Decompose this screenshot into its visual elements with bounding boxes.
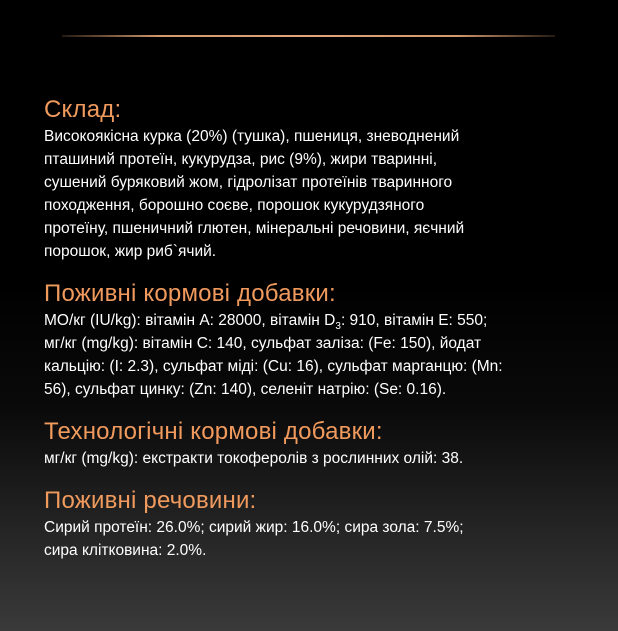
composition-heading: Склад: bbox=[44, 96, 122, 123]
nutritional-additives-line bbox=[44, 309, 574, 332]
nutritional-additives-section bbox=[44, 279, 574, 401]
nutrients-line: Сирий протеїн: 26.0%; сирий жир: 16.0%; сира зола: 7.5%; bbox=[44, 519, 464, 536]
nutritional-additives-line: кальцію: (I: 2.3), сульфат міді: (Cu: 16), сульфат марганцю: (Mn: bbox=[44, 358, 503, 375]
composition-text bbox=[44, 125, 574, 263]
nutrients-text bbox=[44, 516, 574, 562]
nutritional-additives-line: 56), сульфат цинку: (Zn: 140), селеніт натрію: (Se: 0.16). bbox=[44, 381, 447, 398]
ingredients-panel bbox=[44, 95, 574, 578]
nutritional-additives-text bbox=[44, 309, 574, 401]
nutrients-line: сира клітковина: 2.0%. bbox=[44, 542, 207, 559]
vitamins-text: МО/кг (IU/kg): вітамін A: 28000, вітамін D bbox=[44, 312, 336, 329]
composition-section bbox=[44, 95, 574, 263]
composition-line: сушений буряковий жом, гідролізат протеїнів тваринного bbox=[44, 174, 453, 191]
technological-additives-line: мг/кг (mg/kg): екстракти токоферолів з рослинних олій: 38. bbox=[44, 450, 464, 467]
vitamins-text-end: : 910, вітамін E: 550; bbox=[340, 312, 488, 329]
nutritional-additives-heading: Поживні кормові добавки: bbox=[44, 280, 336, 307]
technological-additives-heading: Технологічні кормові добавки: bbox=[44, 418, 383, 445]
nutritional-additives-line: мг/кг (mg/kg): вітамін C: 140, сульфат заліза: (Fe: 150), йодат bbox=[44, 335, 482, 352]
composition-line: пташиний протеїн, кукурудза, рис (9%), жири тваринні, bbox=[44, 151, 438, 168]
technological-additives-text bbox=[44, 447, 574, 470]
vitamin-d-subscript: 3 bbox=[335, 321, 341, 332]
technological-additives-section bbox=[44, 417, 574, 470]
composition-line: походження, борошно соєве, порошок кукурудзяного bbox=[44, 197, 425, 214]
nutrients-heading: Поживні речовини: bbox=[44, 487, 257, 514]
nutrients-section bbox=[44, 486, 574, 562]
composition-line: протеїну, пшеничний глютен, мінеральні речовини, яєчний bbox=[44, 220, 465, 237]
composition-line: Високоякісна курка (20%) (тушка), пшениця, зневоднений bbox=[44, 128, 460, 145]
top-divider-line bbox=[62, 35, 555, 37]
composition-line: порошок, жир риб`ячий. bbox=[44, 243, 217, 260]
